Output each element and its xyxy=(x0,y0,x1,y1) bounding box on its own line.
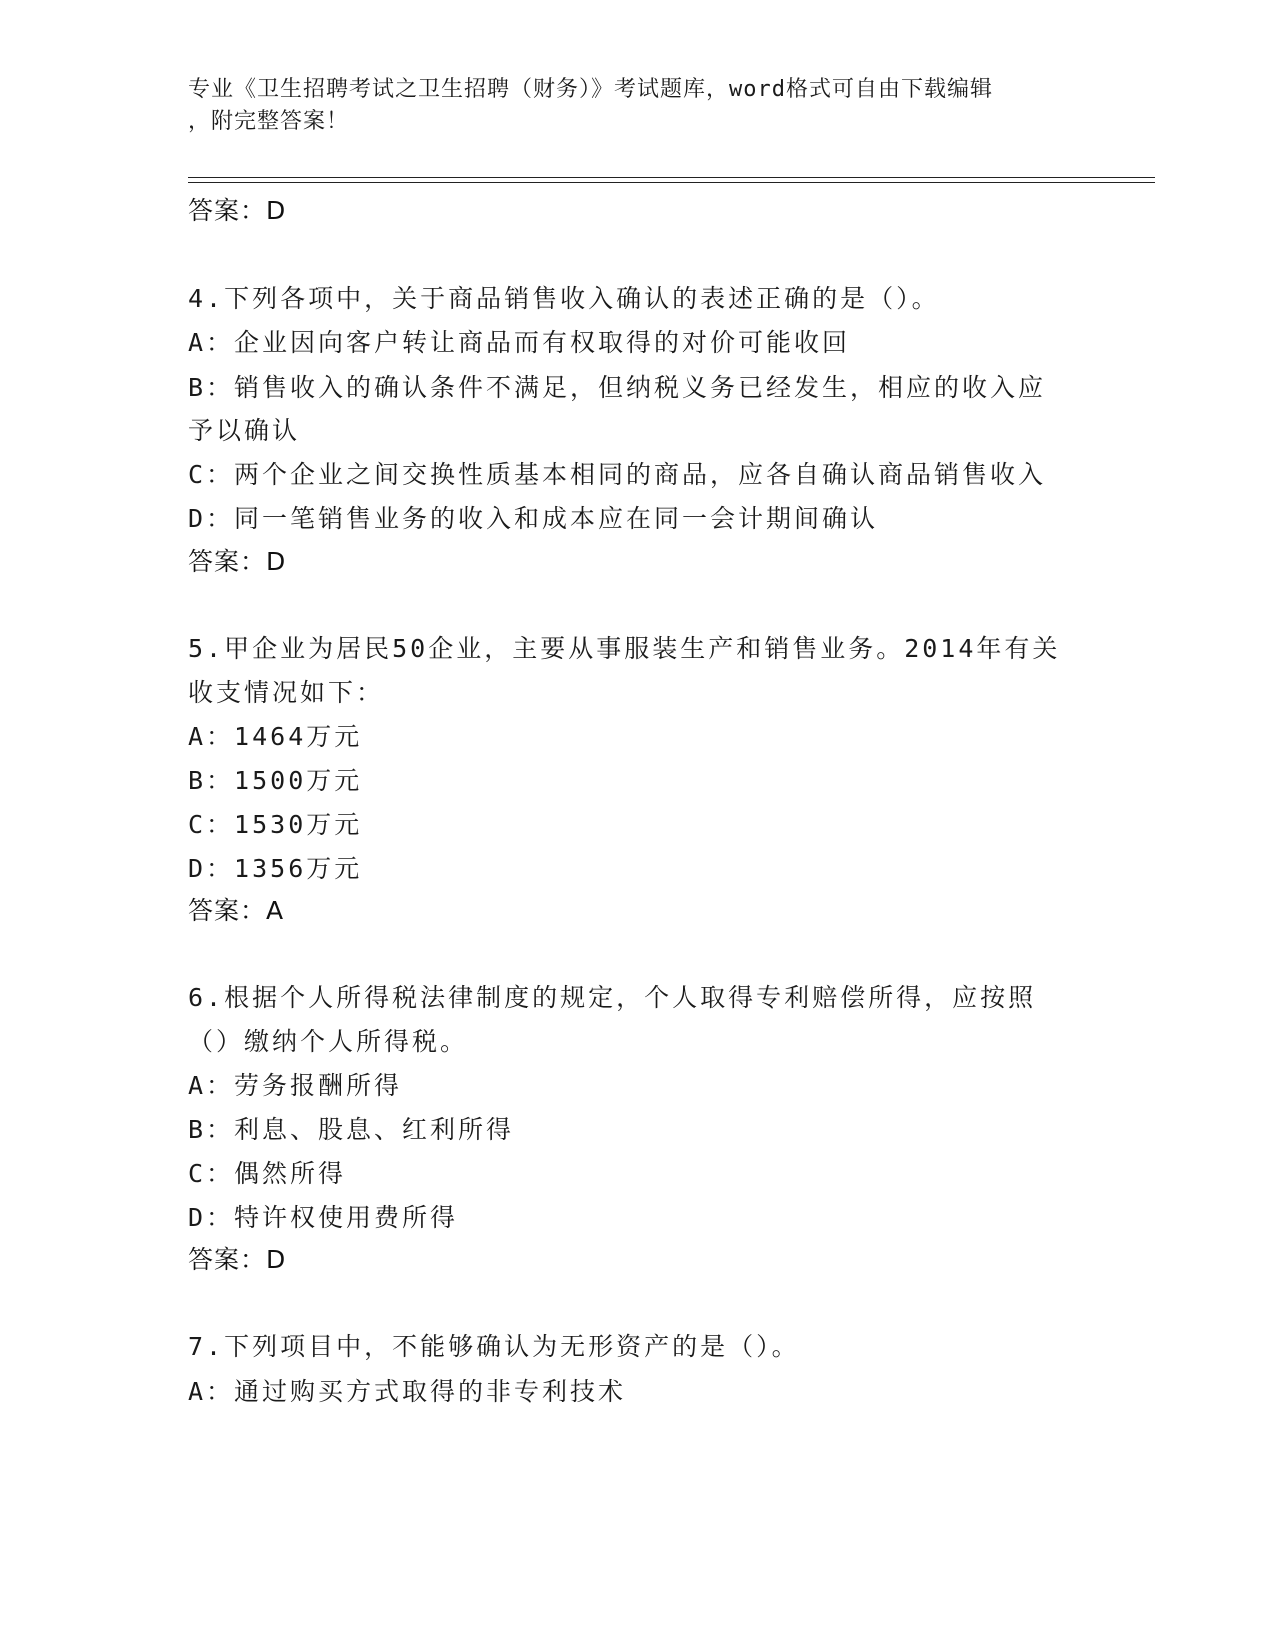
question-6-stem-line-2: （）缴纳个人所得税。 xyxy=(188,1027,469,1056)
question-4-option-a: A：企业因向客户转让商品而有权取得的对价可能收回 xyxy=(188,328,851,357)
question-5-option-b: B：1500万元 xyxy=(188,766,363,795)
header-line-2: ，附完整答案！ xyxy=(188,109,350,134)
answer-6: 答案：D xyxy=(188,1245,287,1274)
question-4-option-c: C：两个企业之间交换性质基本相同的商品，应各自确认商品销售收入 xyxy=(188,460,1047,489)
question-5-option-d: D：1356万元 xyxy=(188,854,363,883)
answer-5: 答案：A xyxy=(188,896,285,925)
header-rule-bottom xyxy=(188,182,1155,183)
question-4-option-d: D：同一笔销售业务的收入和成本应在同一会计期间确认 xyxy=(188,504,879,533)
question-4-option-b-line-2: 予以确认 xyxy=(188,416,301,445)
question-6-option-c: C：偶然所得 xyxy=(188,1159,347,1188)
question-6-stem-line-1: 6.根据个人所得税法律制度的规定，个人取得专利赔偿所得，应按照 xyxy=(188,983,1037,1012)
question-6-option-a: A：劳务报酬所得 xyxy=(188,1071,403,1100)
document-header xyxy=(188,74,1088,138)
question-6-option-d: D：特许权使用费所得 xyxy=(188,1203,459,1232)
question-6-option-b: B：利息、股息、红利所得 xyxy=(188,1115,515,1144)
question-7-option-a: A：通过购买方式取得的非专利技术 xyxy=(188,1377,627,1406)
question-4-stem: 4.下列各项中，关于商品销售收入确认的表述正确的是（）。 xyxy=(188,284,940,313)
question-5-option-c: C：1530万元 xyxy=(188,810,363,839)
question-7-stem: 7.下列项目中，不能够确认为无形资产的是（）。 xyxy=(188,1332,800,1361)
header-line-1: 专业《卫生招聘考试之卫生招聘（财务）》考试题库，word格式可自由下载编辑 xyxy=(188,77,993,102)
question-5-stem-line-2: 收支情况如下： xyxy=(188,678,385,707)
question-5-option-a: A：1464万元 xyxy=(188,722,363,751)
question-5-stem-line-1: 5.甲企业为居民50企业，主要从事服装生产和销售业务。2014年有关 xyxy=(188,634,1061,663)
header-rule-top xyxy=(188,177,1155,178)
question-4-option-b-line-1: B：销售收入的确认条件不满足，但纳税义务已经发生，相应的收入应 xyxy=(188,373,1047,402)
answer-3: 答案：D xyxy=(188,196,287,225)
answer-4: 答案：D xyxy=(188,547,287,576)
